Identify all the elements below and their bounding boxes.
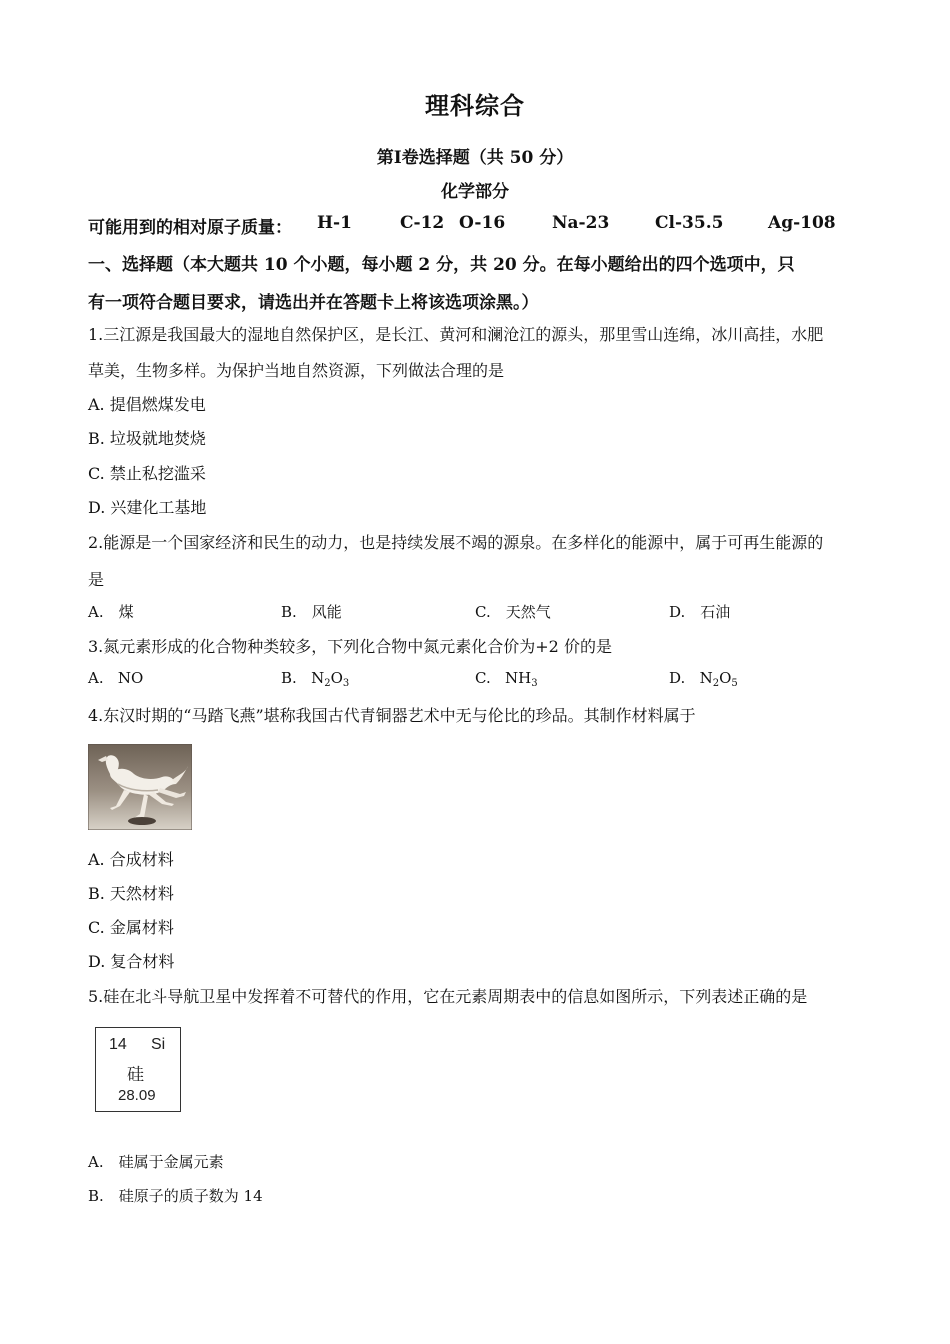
formula-subscript: 3 [342, 678, 350, 689]
question-5-option-b[interactable]: B. 硅原子的质子数为 14 [88, 1187, 263, 1205]
atomic-number: 14 [109, 1036, 127, 1053]
question-2-option-a[interactable]: A. 煤 [88, 603, 134, 621]
section-one-instructions-2: 有一项符合题目要求，请选出并在答题卡上将该选项涂黑。） [88, 293, 539, 313]
question-2-text-1: 2.能源是一个国家经济和民生的动力，也是持续发展不竭的源泉。在多样化的能源中，属于可再生能源的 [88, 533, 824, 552]
atomic-mass: 28.09 [118, 1087, 156, 1104]
formula-element: N [311, 669, 325, 687]
bronze-horse-photo [88, 744, 192, 830]
formula-element: NH [505, 669, 532, 687]
formula-subscript: 2 [324, 678, 331, 689]
question-1-text-1: 1.三江源是我国最大的湿地自然保护区，是长江、黄河和澜沧江的源头，那里雪山连绵，冰川高挂，水肥 [88, 325, 824, 344]
part-heading: 化学部分 [441, 182, 509, 202]
atomic-mass-ag: Ag-108 [768, 213, 836, 233]
question-1-option-a[interactable]: A. 提倡燃煤发电 [88, 395, 206, 414]
question-4-option-a[interactable]: A. 合成材料 [88, 850, 174, 869]
formula-subscript: 5 [731, 678, 738, 689]
question-4-option-b[interactable]: B. 天然材料 [88, 884, 174, 903]
formula-subscript: 2 [712, 678, 720, 689]
formula-element: O [719, 669, 732, 687]
atomic-masses-line [88, 213, 868, 238]
question-1-option-d[interactable]: D. 兴建化工基地 [88, 498, 207, 517]
section-one-instructions-1: 一、选择题（本大题共 10 个小题，每小题 2 分，共 20 分。在每小题给出的四个选项中，只 [88, 255, 795, 275]
question-5-option-a[interactable]: A. 硅属于金属元素 [88, 1153, 224, 1171]
option-letter: B. [281, 669, 297, 687]
section-heading: 第Ⅰ卷选择题（共 50 分） [376, 148, 574, 168]
question-3-option-d[interactable] [669, 669, 738, 689]
question-3-text: 3.氮元素形成的化合物种类较多，下列化合物中氮元素化合价为+2 价的是 [88, 637, 612, 656]
formula-no: NO [117, 669, 144, 687]
question-4-option-d[interactable]: D. 复合材料 [88, 952, 175, 971]
element-name: 硅 [127, 1065, 144, 1085]
option-letter: A. [88, 669, 104, 687]
question-1-text-2: 草美，生物多样。为保护当地自然资源，下列做法合理的是 [88, 361, 505, 380]
atomic-masses-label: 可能用到的相对原子质量： [88, 218, 292, 238]
question-2-option-d[interactable]: D. 石油 [669, 603, 731, 621]
question-3-option-c[interactable] [475, 669, 538, 689]
question-3-option-b[interactable] [281, 669, 349, 689]
atomic-mass-c: C-12 [400, 213, 445, 233]
atomic-mass-h: H-1 [317, 213, 352, 233]
formula-element: N [699, 669, 713, 687]
question-2-text-2: 是 [88, 570, 105, 589]
question-2-option-b[interactable]: B. 风能 [281, 603, 342, 621]
atomic-mass-o: O-16 [459, 213, 506, 233]
element-symbol: Si [151, 1036, 166, 1053]
page-title: 理科综合 [425, 91, 525, 120]
question-4-text: 4.东汉时期的“马踏飞燕”堪称我国古代青铜器艺术中无与伦比的珍品。其制作材料属于 [88, 706, 696, 725]
question-5-text: 5.硅在北斗导航卫星中发挥着不可替代的作用，它在元素周期表中的信息如图所示，下列表述正确的是 [88, 987, 808, 1006]
option-letter: D. [669, 669, 686, 687]
atomic-mass-cl: Cl-35.5 [655, 213, 724, 233]
question-3-option-a[interactable] [88, 669, 143, 687]
question-4-option-c[interactable]: C. 金属材料 [88, 918, 174, 937]
option-letter: C. [475, 669, 491, 687]
atomic-mass-na: Na-23 [552, 213, 610, 233]
formula-subscript: 3 [531, 678, 538, 689]
element-card-silicon [95, 1027, 181, 1112]
question-1-option-b[interactable]: B. 垃圾就地焚烧 [88, 429, 206, 448]
formula-element: O [330, 669, 343, 687]
question-1-option-c[interactable]: C. 禁止私挖滥采 [88, 464, 206, 483]
question-2-option-c[interactable]: C. 天然气 [475, 603, 551, 621]
